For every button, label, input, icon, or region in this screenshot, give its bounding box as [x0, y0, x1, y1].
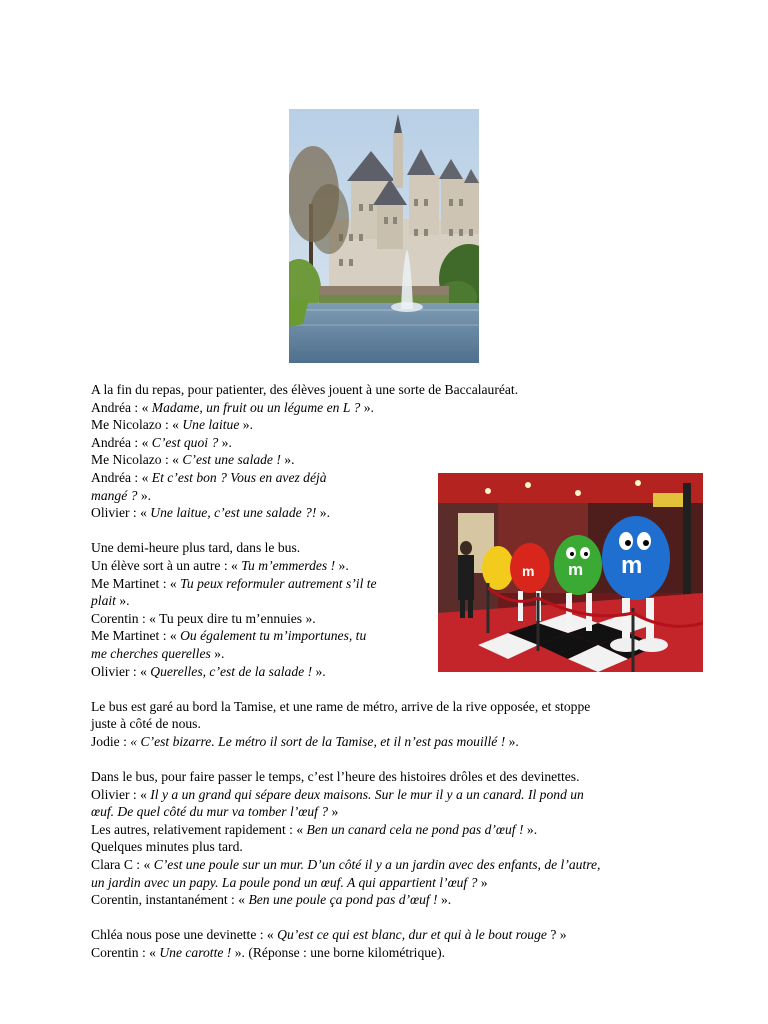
text-run: A la fin du repas, pour patienter, des élèves jouent à une sorte de Baccalauréat.	[91, 382, 519, 397]
text-run: Me Nicolazo : «	[91, 452, 183, 468]
italic-quote: Et c’est bon ? Vous en avez déjà	[151, 469, 327, 485]
text-run: ».	[523, 821, 538, 837]
svg-text:m: m	[522, 563, 535, 579]
italic-quote: plait	[91, 593, 116, 609]
paragraph-gap	[91, 680, 600, 698]
italic-quote: mangé ?	[91, 487, 138, 503]
italic-quote: Une laitue, c’est une salade ?!	[150, 505, 317, 521]
text-line	[91, 504, 600, 522]
text-run: Andréa : «	[91, 469, 152, 485]
text-run: ».	[239, 417, 253, 433]
italic-quote: Ou également tu m’importunes, tu	[180, 628, 367, 644]
italic-quote: Une carotte !	[159, 945, 232, 960]
text-line	[91, 399, 600, 417]
text-run: ».	[316, 505, 330, 521]
text-run: Un élève sort à un autre : «	[91, 557, 242, 573]
text-run: ».	[335, 557, 349, 573]
text-run: Olivier : «	[91, 505, 151, 521]
text-run: ».	[115, 593, 130, 609]
text-run: ».	[210, 645, 225, 661]
text-run: Olivier : «	[91, 663, 151, 679]
text-run: Olivier : «	[91, 786, 151, 802]
text-run: ».	[218, 434, 232, 450]
text-line	[91, 592, 600, 610]
text-run: Me Nicolazo : «	[91, 417, 183, 433]
italic-quote: me cherches querelles	[91, 645, 211, 661]
text-line	[91, 874, 600, 892]
text-line	[91, 856, 600, 874]
story-text	[91, 381, 600, 962]
text-run: ». (Réponse : une borne kilométrique).	[231, 945, 445, 960]
text-line	[91, 715, 600, 733]
text-line	[91, 786, 600, 804]
italic-quote: œuf. De quel côté du mur va tomber l’œuf ?	[91, 804, 329, 820]
italic-quote: un jardin avec un papy. La poule pond un œuf. A qui appartient l’œuf ?	[91, 874, 478, 890]
text-line	[91, 610, 600, 628]
text-line	[91, 821, 600, 839]
text-run: Corentin : «	[91, 945, 160, 960]
italic-quote: Tu m’emmerdes !	[241, 557, 336, 573]
palace-pond-image	[289, 109, 479, 363]
text-run: ».	[360, 399, 374, 415]
text-line	[91, 803, 600, 821]
text-run: ».	[280, 452, 295, 468]
text-run: juste à côté de nous.	[91, 716, 201, 732]
text-run: Clara C : «	[91, 857, 154, 873]
text-run: »	[477, 874, 488, 890]
italic-quote: Tu peux reformuler autrement s’il te	[180, 575, 377, 591]
italic-quote: Ben une poule ça pond pas d’œuf !	[248, 892, 438, 908]
text-run: Dans le bus, pour faire passer le temps, c’est l’heure des histoires drôles et des devinettes.	[91, 769, 580, 785]
text-line	[91, 645, 600, 663]
italic-quote: Une laitue	[182, 417, 240, 433]
italic-quote: C’est quoi ?	[151, 434, 219, 450]
paragraph-gap	[91, 909, 600, 927]
text-run: ».	[505, 733, 519, 749]
text-line	[91, 539, 600, 557]
text-run: ».	[437, 892, 452, 908]
italic-quote: Madame, un fruit ou un légume en L ?	[151, 399, 361, 415]
text-line	[91, 768, 600, 786]
italic-quote: C’est une salade !	[182, 452, 281, 468]
text-run: Les autres, relativement rapidement : «	[91, 821, 307, 837]
text-run: »	[328, 804, 339, 820]
italic-quote: Ben un canard cela ne pond pas d’œuf !	[306, 821, 524, 837]
text-line	[91, 698, 600, 716]
text-run: Corentin : « Tu peux dire tu m’ennuies ».	[91, 610, 316, 626]
text-line	[91, 663, 600, 681]
text-run: Andréa : «	[91, 434, 152, 450]
text-line	[91, 575, 600, 593]
text-line	[91, 627, 600, 645]
text-run: Me Martinet : «	[91, 575, 181, 591]
text-run: ».	[312, 663, 326, 679]
text-line	[91, 469, 600, 487]
paragraph-gap	[91, 750, 600, 768]
svg-text:m: m	[568, 560, 584, 579]
text-run: Corentin, instantanément : «	[91, 892, 249, 908]
text-line	[91, 381, 600, 399]
text-line	[91, 926, 600, 944]
italic-quote: C’est une poule sur un mur. D’un côté il y a un jardin avec des enfants, de l’autre,	[153, 857, 601, 873]
text-line	[91, 944, 600, 962]
text-run: ».	[137, 487, 152, 503]
text-line	[91, 838, 600, 856]
paragraph-gap	[91, 522, 600, 540]
text-line	[91, 557, 600, 575]
text-run: Andréa : «	[91, 399, 152, 415]
text-run: Chléa nous pose une devinette : «	[91, 927, 278, 943]
text-run: Me Martinet : «	[91, 628, 181, 644]
text-run: Une demi-heure plus tard, dans le bus.	[91, 540, 301, 556]
italic-quote: « C’est bizarre. Le métro il sort de la Tamise, et il n’est pas mouillé !	[130, 733, 506, 749]
text-run: Le bus est garé au bord la Tamise, et une rame de métro, arrive de la rive opposée, et stoppe	[91, 698, 591, 714]
text-line	[91, 891, 600, 909]
text-line	[91, 733, 600, 751]
text-line	[91, 416, 600, 434]
text-run: Quelques minutes plus tard.	[91, 839, 243, 855]
italic-quote: Il y a un grand qui sépare deux maisons. Sur le mur il y a un canard. Il pond un	[150, 786, 584, 802]
text-line	[91, 434, 600, 452]
photo-london-palace	[289, 109, 479, 363]
text-run: Jodie :	[91, 733, 131, 749]
svg-text:m: m	[621, 552, 643, 579]
text-line	[91, 487, 600, 505]
text-line	[91, 451, 600, 469]
text-run: ? »	[546, 927, 567, 943]
italic-quote: Qu’est ce qui est blanc, dur et qui à le bout rouge	[277, 927, 547, 943]
italic-quote: Querelles, c’est de la salade !	[150, 663, 313, 679]
